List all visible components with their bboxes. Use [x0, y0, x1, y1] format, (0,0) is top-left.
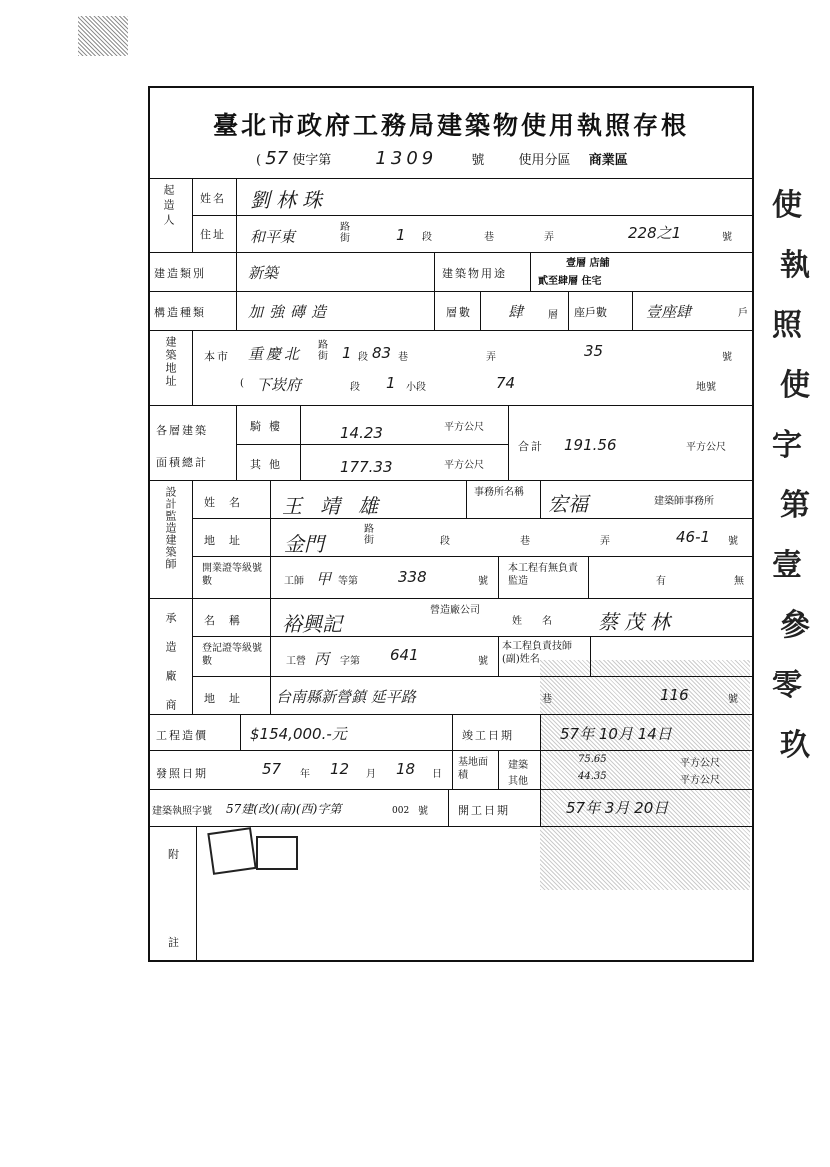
builder-addr-label: 住址 — [200, 228, 226, 241]
start-value: 57年 3月 20日 — [566, 799, 669, 817]
floors-label: 層數 — [446, 306, 472, 319]
margin-char: 字 — [772, 428, 802, 463]
issue-label: 發照日期 — [156, 767, 208, 780]
base-other-unit: 平方公尺 — [680, 775, 720, 786]
site-lot-subsection-label: 小段 — [406, 382, 426, 393]
architect-addr-road-label: 路街 — [364, 524, 374, 546]
contractor-reg-label: 登記證等級號數 — [202, 643, 262, 667]
architect-supervise-no: 無 — [734, 576, 744, 587]
site-lot-number: 74 — [496, 374, 516, 392]
seal-stamp — [207, 827, 256, 875]
base-area-label: 基地面積 — [458, 757, 488, 781]
site-road-label: 路街 — [318, 340, 328, 362]
notes-label-bottom: 註 — [168, 936, 181, 949]
site-lot-section-label: 段 — [350, 382, 360, 393]
base-building-unit: 平方公尺 — [680, 758, 720, 769]
license-line: ( 57 使字第 1309 號 使用分區 商業區 — [256, 148, 628, 169]
total-area-unit: 平方公尺 — [686, 442, 726, 453]
builder-addr-number-label: 號 — [722, 232, 732, 243]
structure-value: 加強磚造 — [248, 303, 333, 321]
site-number: 35 — [584, 342, 604, 360]
margin-char: 執 — [780, 248, 810, 283]
issue-day: 18 — [396, 760, 416, 778]
license-number: 1309 — [375, 148, 438, 169]
site-lane-num: 83 — [372, 344, 392, 362]
contractor-name: 裕興記 — [282, 612, 342, 636]
issue-month: 12 — [330, 760, 350, 778]
contractor-name-label: 名稱 — [204, 614, 254, 627]
margin-char: 零 — [772, 668, 802, 703]
building-type: 新築 — [248, 264, 279, 282]
contractor-addr-label: 地址 — [204, 692, 254, 705]
structure-label: 構造種類 — [154, 306, 206, 319]
permit-number-label: 號 — [418, 806, 428, 817]
builder-addr-number: 228之1 — [628, 224, 682, 242]
contractor-addr-number: 116 — [660, 686, 689, 704]
builder-addr-section: 1 — [396, 226, 406, 244]
contractor-reg-suffix: 號 — [478, 656, 488, 667]
builder-addr-alley-label: 弄 — [544, 232, 554, 243]
margin-char: 使 — [780, 368, 810, 403]
arcade-label: 騎樓 — [250, 420, 288, 433]
base-other-value: 44.35 — [578, 771, 607, 782]
page-title: 臺北市政府工務局建築物使用執照存根 — [212, 111, 689, 140]
total-area-value: 191.56 — [564, 436, 617, 454]
margin-char: 照 — [772, 308, 802, 343]
architect-office-label: 事務所名稱 — [474, 487, 524, 498]
completion-label: 竣工日期 — [462, 729, 514, 742]
site-city-label: 本市 — [204, 350, 230, 363]
issue-day-label: 日 — [432, 769, 442, 780]
architect-section-label: 設計監造建築師 — [164, 486, 177, 570]
base-building-value: 75.65 — [578, 754, 607, 765]
cost-label: 工程造價 — [156, 729, 208, 742]
architect-office: 宏福 — [548, 492, 588, 516]
builder-addr-section-label: 段 — [422, 232, 432, 243]
contractor-reg-mid: 字第 — [340, 656, 360, 667]
units-unit: 戶 — [738, 308, 748, 319]
contractor-addr-lane-label: 巷 — [542, 694, 552, 705]
architect-addr-label: 地址 — [204, 534, 254, 547]
site-section-num: 1 — [342, 344, 352, 362]
permit-label: 建築執照字號 — [152, 806, 212, 817]
cost-value: $154,000.-元 — [250, 725, 347, 743]
permit-value: 57建(改)(南)(西)字第 — [226, 802, 342, 816]
site-lot-area: 下崁府 — [256, 376, 302, 394]
architect-reg-mid: 等第 — [338, 576, 358, 587]
architect-addr-lane-label: 巷 — [520, 536, 530, 547]
margin-char: 使 — [772, 188, 802, 223]
license-prefix-num: 57 — [265, 148, 289, 169]
site-section-label: 建築地址 — [164, 336, 177, 388]
issue-year: 57 — [262, 760, 282, 778]
building-use-label: 建築物用途 — [442, 267, 507, 280]
permit-number: 002 — [392, 806, 410, 816]
architect-addr-section-label: 段 — [440, 536, 450, 547]
zone-value: 商業區 — [588, 153, 628, 168]
license-label: 使字第 — [292, 153, 332, 168]
contractor-addr-number-label: 號 — [728, 694, 738, 705]
architect-office-suffix: 建築師事務所 — [654, 496, 714, 507]
building-type-label: 建造類別 — [154, 267, 206, 280]
site-lot-subsection: 1 — [386, 374, 396, 392]
area-label-1: 各層建築 — [156, 424, 208, 437]
architect-reg-label: 開業證等級號數 — [202, 563, 262, 587]
scan-noise — [78, 16, 128, 56]
architect-name-label: 姓名 — [204, 496, 254, 509]
other-area-unit: 平方公尺 — [444, 460, 484, 471]
license-suffix: 號 — [471, 153, 485, 168]
site-section-label2: 段 — [358, 352, 368, 363]
arcade-value: 14.23 — [340, 424, 383, 442]
builder-addr-lane-label: 巷 — [484, 232, 494, 243]
issue-year-label: 年 — [300, 769, 310, 780]
architect-addr: 金門 — [284, 532, 324, 556]
architect-reg-prefix: 工師 — [284, 576, 304, 587]
site-number-label: 號 — [722, 352, 732, 363]
architect-addr-alley-label: 弄 — [600, 536, 610, 547]
architect-reg-class: 甲 — [316, 570, 332, 588]
site-road: 重慶北 — [248, 345, 303, 363]
margin-char: 第 — [780, 488, 810, 523]
base-other-label: 其他 — [508, 776, 528, 787]
base-building-label: 建築 — [508, 760, 528, 771]
site-lot-label: 地號 — [696, 382, 716, 393]
site-alley-label: 弄 — [486, 352, 496, 363]
zone-label: 使用分區 — [518, 153, 571, 168]
architect-addr-number: 46-1 — [676, 528, 711, 546]
area-label-2: 面積總計 — [156, 456, 208, 469]
floors-value: 肆 — [508, 303, 524, 321]
completion-value: 57年 10月 14日 — [560, 725, 672, 743]
total-area-label: 合計 — [518, 440, 544, 453]
architect-reg-suffix: 號 — [478, 576, 488, 587]
builder-addr-road: 和平東 — [250, 228, 296, 246]
issue-month-label: 月 — [366, 769, 376, 780]
other-area-value: 177.33 — [340, 458, 393, 476]
builder-addr-road-label: 路街 — [340, 222, 350, 244]
seal-stamp-2 — [256, 836, 298, 870]
building-use-2: 貳至肆層 住宅 — [538, 276, 602, 287]
floors-unit: 層 — [548, 310, 558, 321]
builder-section-label: 起造人 — [162, 184, 175, 229]
contractor-type-label: 營造廠公司 — [430, 605, 480, 616]
arcade-unit: 平方公尺 — [444, 422, 484, 433]
builder-name: 劉林珠 — [250, 188, 328, 212]
margin-char: 壹 — [772, 548, 802, 583]
contractor-section-label: 承造廠商 — [164, 612, 177, 728]
architect-addr-number-label: 號 — [728, 536, 738, 547]
contractor-reg-number: 641 — [390, 646, 419, 664]
contractor-person: 蔡茂林 — [598, 610, 676, 634]
units-value: 壹座肆 — [646, 303, 692, 321]
margin-char: 參 — [780, 608, 810, 643]
units-label: 座戶數 — [574, 306, 607, 319]
building-use-1: 壹層 店舖 — [566, 258, 610, 269]
other-area-label: 其他 — [250, 458, 288, 471]
start-label: 開工日期 — [458, 804, 510, 817]
site-lane-label: 巷 — [398, 352, 408, 363]
contractor-reg-prefix: 工營 — [286, 656, 306, 667]
contractor-reg-class: 丙 — [314, 650, 330, 668]
contractor-engineer-label: 本工程負責技師(副)姓名 — [502, 641, 572, 665]
architect-reg-number: 338 — [398, 568, 427, 586]
margin-char: 玖 — [780, 728, 810, 763]
contractor-addr: 台南縣新營鎮 延平路 — [276, 688, 416, 706]
contractor-person-label: 姓名 — [512, 616, 572, 627]
architect-name: 王靖雄 — [282, 494, 396, 518]
notes-label-top: 附 — [168, 848, 181, 861]
architect-supervise-yes: 有 — [656, 576, 666, 587]
architect-supervise-label: 本工程有無負責監造 — [508, 563, 578, 587]
builder-name-label: 姓名 — [200, 192, 226, 205]
